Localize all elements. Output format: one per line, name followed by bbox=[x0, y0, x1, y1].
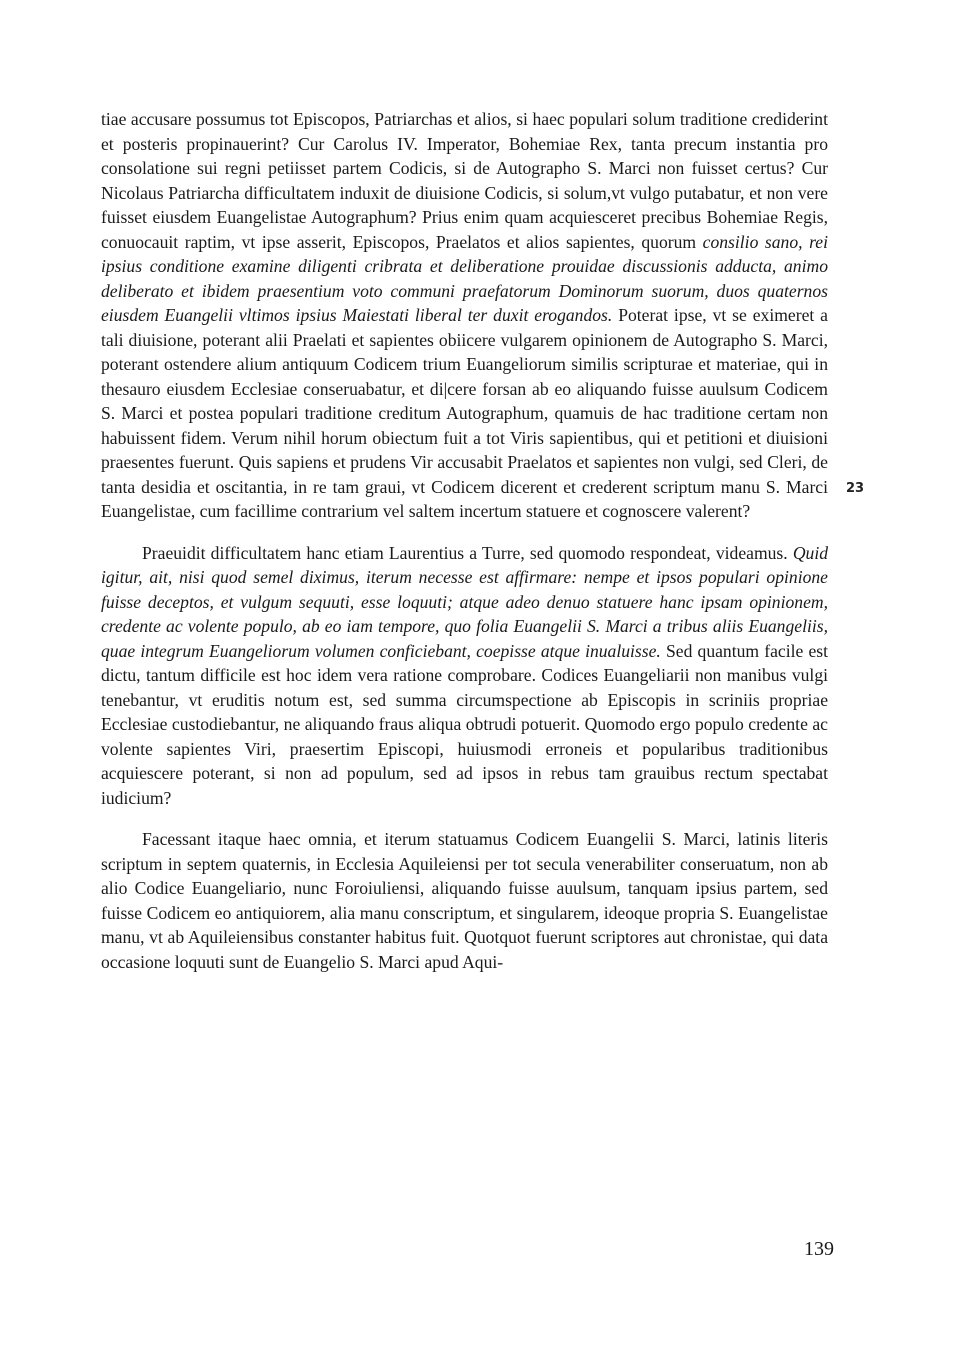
paragraph-1-text-a: tiae accusare possumus tot Episcopos, Patriarchas et alios, si haec populari solum traditione crediderint et posteris propinauerint? Cur Carolus IV. Imperator, Bohemiae Rex, tanta precum instantia pro consolatione sui regni petiisset partem Codicis, si de Autographo S. Marci non fuisset certus? Cur Nicolaus Patriarcha difficultatem induxit de diuisione Codicis, si solum,vt vulgo putabatur, et non vere fuisset eiusdem Euangelistae Autographum? Prius enim quam acquiesceret precibus Bohemiae Regis, conuocauit raptim, vt ipse asserit, Episcopos, Praelatos et alios sapientes, quorum bbox=[101, 109, 828, 252]
paragraph-2-text-a: Praeuidit difficultatem hanc etiam Laurentius a Turre, sed quomodo respondeat, videamus. bbox=[142, 542, 793, 563]
margin-reference-number: 23 bbox=[846, 481, 865, 496]
paragraph-1-quotation: consilio sano, rei ipsius conditione examine diligenti cribrata et deliberatione prouidae discussionis adducta, animo deliberato et ibidem praesentium voto communi praefatorum Dominorum suorum, duos quaternos eiusdem Euangelii vltimos ipsius Maiestati liberal ter duxit erogandos. bbox=[101, 231, 828, 325]
paragraph-2-text-b: Sed quantum facile est dictu, tantum difficile est hoc idem vera ratione comprobare. Codices Euangeliarii non manibus vulgi tenebantur, vt eruditis notum est, sed summa circumspectione ab Episcopis in scriniis propriae Ecclesiae custodiebantur, ne aliquando fraus aliqua obtrudi potuerit. Quomodo ergo populo credente ac volente sapientes Viri, praesertim Episcopi, huiusmodi erroneis et popularibus traditionibus acquiescere poterant, si non ad populum, sed ad ipsos in rebus tam grauibus rectum spectabat iudicium? bbox=[101, 640, 828, 808]
page-number: 139 bbox=[804, 1238, 834, 1260]
paragraph-2 bbox=[101, 541, 828, 811]
paragraph-2-quotation: Quid igitur, ait, nisi quod semel diximus, iterum necesse est affirmare: nempe et ipsos populari opinione fuisse deceptos, et vulgum sequuti, esse loquuti; atque adeo denuo statuere hanc ipsam opinionem, credente ac volente populo, ab eo iam tempore, quo folia Euangelii S. Marci a tribus aliis Euangeliis, quae integrum Euangeliorum volumen conficiebant, coepisse atque inualuisse. bbox=[101, 542, 828, 661]
paragraph-3-text-a: Facessant itaque haec omnia, et iterum statuamus Codicem Euangelii S. Marci, latinis literis scriptum in septem quaternis, in Ecclesia Aquileiensi per tot secula venerabiliter conseruatum, non ab alio Codice Euangeliario, nunc Foroiuliensi, aliquando fuisse auulsum, tanquam ipsius partem, sed fuisse Codicem eo antiquiorem, alia manu conscriptum, et singularem, ideoque propria S. Euangelistae manu, vt ab Aquileiensibus constanter habitus fuit. Quotquot fuerunt scriptores aut chronistae, qui data occasione loquuti sunt de Euangelio S. Marci apud Aqui- bbox=[101, 829, 828, 972]
paragraph-1 bbox=[101, 107, 828, 524]
paragraph-1-text-b: Poterat ipse, vt se eximeret a tali diuisione, poterant alii Praelati et sapientes obiicere vulgarem opinionem de Autographo S. Marci, poterant ostendere alium antiquum Codicem trium Euangeliorum similis scripturae et materiae, qui in thesauro eiusdem Ecclesiae conseruabatur, et di|cere forsan ab eo aliquando fuisse auulsum Codicem S. Marci et postea populari traditione creditum Autographum, quamuis de hac traditione certam non habuissent fidem. Verum nihil horum obiectum fuit a tot Viris sapientibus, qui et petitioni et diuisioni praesentes fuerunt. Quis sapiens et prudens Vir accusabit Praelatos et sapientes non vulgi, sed Cleri, de tanta desidia et oscitantia, in re tam graui, vt Codicem dicerent et crederent scriptum manu S. Marci Euangelistae, cum facillime contrarium vel saltem incertum statuere et cognoscere valerent? bbox=[101, 305, 828, 521]
body-text bbox=[101, 107, 828, 974]
paragraph-3 bbox=[101, 827, 828, 974]
